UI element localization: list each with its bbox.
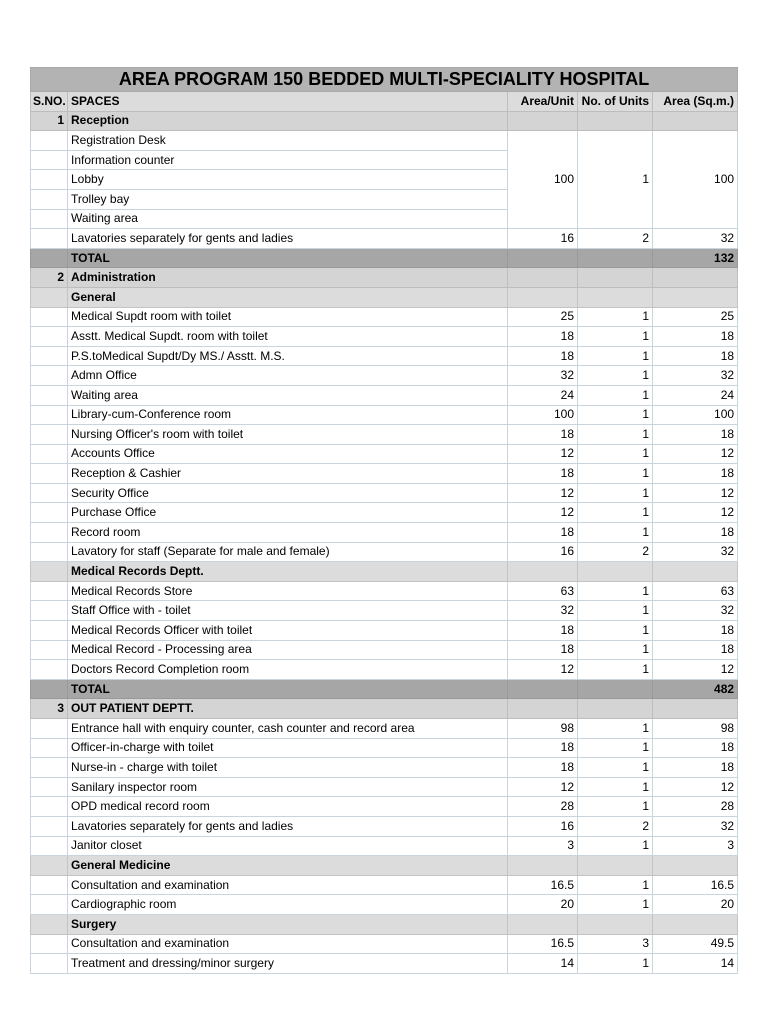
space-name: Admn Office xyxy=(68,366,508,386)
space-name: Waiting area xyxy=(68,385,508,405)
total-row-reception xyxy=(31,248,738,268)
table-row xyxy=(31,444,738,464)
area-program-table xyxy=(30,67,738,974)
space-name: Nurse-in - charge with toilet xyxy=(68,758,508,778)
subsection-title: Medical Records Deptt. xyxy=(68,562,508,582)
area-unit-cell: 32 xyxy=(508,601,578,621)
area-cell: 18 xyxy=(653,738,738,758)
area-cell: 18 xyxy=(653,425,738,445)
units-cell: 1 xyxy=(578,327,653,347)
units-cell: 1 xyxy=(578,307,653,327)
table-row xyxy=(31,542,738,562)
area-cell: 32 xyxy=(653,229,738,249)
space-name: Officer-in-charge with toilet xyxy=(68,738,508,758)
area-unit-cell: 18 xyxy=(508,523,578,543)
area-unit-cell: 24 xyxy=(508,385,578,405)
area-cell: 12 xyxy=(653,503,738,523)
area-cell: 3 xyxy=(653,836,738,856)
area-unit-cell: 16.5 xyxy=(508,875,578,895)
section-row-opd xyxy=(31,699,738,719)
area-cell: 49.5 xyxy=(653,934,738,954)
header-spaces: SPACES xyxy=(68,92,508,112)
area-unit-cell: 14 xyxy=(508,954,578,974)
table-row xyxy=(31,777,738,797)
table-row xyxy=(31,385,738,405)
space-name: Accounts Office xyxy=(68,444,508,464)
table-row xyxy=(31,229,738,249)
table-row xyxy=(31,327,738,347)
subsection-row-general xyxy=(31,287,738,307)
units-cell: 1 xyxy=(578,425,653,445)
total-value: 132 xyxy=(653,248,738,268)
section-title: Reception xyxy=(68,111,508,131)
table-row xyxy=(31,503,738,523)
table-row xyxy=(31,797,738,817)
space-name: Medical Records Officer with toilet xyxy=(68,621,508,641)
area-unit-cell: 16 xyxy=(508,229,578,249)
table-row xyxy=(31,464,738,484)
units-cell: 1 xyxy=(578,385,653,405)
units-cell: 1 xyxy=(578,601,653,621)
units-cell: 1 xyxy=(578,797,653,817)
space-name: Medical Record - Processing area xyxy=(68,640,508,660)
space-name: Sanilary inspector room xyxy=(68,777,508,797)
area-cell: 18 xyxy=(653,346,738,366)
area-cell: 100 xyxy=(653,405,738,425)
units-cell: 1 xyxy=(578,131,653,229)
space-name: Entrance hall with enquiry counter, cash counter and record area xyxy=(68,719,508,739)
total-label: TOTAL xyxy=(68,248,508,268)
space-name: Doctors Record Completion room xyxy=(68,660,508,680)
units-cell: 1 xyxy=(578,875,653,895)
area-cell: 12 xyxy=(653,777,738,797)
space-name: Asstt. Medical Supdt. room with toilet xyxy=(68,327,508,347)
table-row xyxy=(31,738,738,758)
space-name: OPD medical record room xyxy=(68,797,508,817)
table-row xyxy=(31,346,738,366)
area-unit-cell: 18 xyxy=(508,464,578,484)
area-cell: 18 xyxy=(653,523,738,543)
units-cell: 1 xyxy=(578,346,653,366)
area-unit-cell: 98 xyxy=(508,719,578,739)
area-program-sheet xyxy=(30,67,737,974)
area-unit-cell: 18 xyxy=(508,327,578,347)
units-cell: 1 xyxy=(578,444,653,464)
space-name: Medical Supdt room with toilet xyxy=(68,307,508,327)
section-row-administration xyxy=(31,268,738,288)
area-unit-cell: 16.5 xyxy=(508,934,578,954)
area-cell: 32 xyxy=(653,366,738,386)
area-unit-cell: 12 xyxy=(508,483,578,503)
units-cell: 1 xyxy=(578,621,653,641)
area-unit-cell: 12 xyxy=(508,660,578,680)
table-row xyxy=(31,875,738,895)
area-cell: 16.5 xyxy=(653,875,738,895)
space-name: Consultation and examination xyxy=(68,934,508,954)
section-title: OUT PATIENT DEPTT. xyxy=(68,699,508,719)
space-name: Reception & Cashier xyxy=(68,464,508,484)
area-unit-cell: 63 xyxy=(508,581,578,601)
subsection-row-medical-records xyxy=(31,562,738,582)
table-row xyxy=(31,523,738,543)
units-cell: 1 xyxy=(578,836,653,856)
space-name: Purchase Office xyxy=(68,503,508,523)
area-cell: 24 xyxy=(653,385,738,405)
table-row xyxy=(31,954,738,974)
table-row xyxy=(31,581,738,601)
area-cell: 32 xyxy=(653,816,738,836)
space-name: Registration Desk xyxy=(68,131,508,151)
area-cell: 12 xyxy=(653,444,738,464)
area-unit-cell: 18 xyxy=(508,738,578,758)
table-row xyxy=(31,307,738,327)
area-cell: 32 xyxy=(653,542,738,562)
space-name: Staff Office with - toilet xyxy=(68,601,508,621)
table-row xyxy=(31,483,738,503)
title-row xyxy=(31,68,738,92)
units-cell: 1 xyxy=(578,405,653,425)
area-unit-cell: 12 xyxy=(508,444,578,464)
subsection-title: General Medicine xyxy=(68,856,508,876)
subsection-row-general-medicine xyxy=(31,856,738,876)
table-row xyxy=(31,621,738,641)
area-unit-cell: 18 xyxy=(508,640,578,660)
table-row xyxy=(31,719,738,739)
space-name: Nursing Officer's room with toilet xyxy=(68,425,508,445)
units-cell: 1 xyxy=(578,954,653,974)
units-cell: 1 xyxy=(578,483,653,503)
space-name: Medical Records Store xyxy=(68,581,508,601)
total-label: TOTAL xyxy=(68,679,508,699)
table-row xyxy=(31,660,738,680)
units-cell: 1 xyxy=(578,366,653,386)
total-row-administration xyxy=(31,679,738,699)
space-name: Lavatories separately for gents and ladies xyxy=(68,229,508,249)
table-row xyxy=(31,895,738,915)
space-name: Cardiographic room xyxy=(68,895,508,915)
units-cell: 2 xyxy=(578,816,653,836)
section-number: 3 xyxy=(31,699,68,719)
area-unit-cell: 100 xyxy=(508,131,578,229)
space-name: Library-cum-Conference room xyxy=(68,405,508,425)
table-row xyxy=(31,816,738,836)
area-cell: 25 xyxy=(653,307,738,327)
space-name: Lavatory for staff (Separate for male and female) xyxy=(68,542,508,562)
space-name: Lavatories separately for gents and ladies xyxy=(68,816,508,836)
space-name: Janitor closet xyxy=(68,836,508,856)
area-cell: 100 xyxy=(653,131,738,229)
section-row-reception xyxy=(31,111,738,131)
units-cell: 2 xyxy=(578,542,653,562)
area-cell: 12 xyxy=(653,660,738,680)
area-unit-cell: 18 xyxy=(508,346,578,366)
units-cell: 1 xyxy=(578,581,653,601)
area-unit-cell: 16 xyxy=(508,816,578,836)
units-cell: 1 xyxy=(578,523,653,543)
area-unit-cell: 20 xyxy=(508,895,578,915)
section-title: Administration xyxy=(68,268,508,288)
sheet-title: AREA PROGRAM 150 BEDDED MULTI-SPECIALITY HOSPITAL xyxy=(31,68,738,92)
area-unit-cell: 100 xyxy=(508,405,578,425)
table-row xyxy=(31,758,738,778)
area-cell: 18 xyxy=(653,464,738,484)
area-cell: 98 xyxy=(653,719,738,739)
space-name: Trolley bay xyxy=(68,189,508,209)
table-row xyxy=(31,640,738,660)
units-cell: 1 xyxy=(578,895,653,915)
table-row xyxy=(31,366,738,386)
area-unit-cell: 25 xyxy=(508,307,578,327)
table-row xyxy=(31,836,738,856)
space-name: Treatment and dressing/minor surgery xyxy=(68,954,508,974)
units-cell: 1 xyxy=(578,464,653,484)
area-unit-cell: 32 xyxy=(508,366,578,386)
table-row xyxy=(31,131,738,151)
area-unit-cell: 18 xyxy=(508,758,578,778)
space-name: Security Office xyxy=(68,483,508,503)
area-unit-cell: 28 xyxy=(508,797,578,817)
area-cell: 63 xyxy=(653,581,738,601)
units-cell: 1 xyxy=(578,738,653,758)
table-row xyxy=(31,425,738,445)
units-cell: 1 xyxy=(578,660,653,680)
area-unit-cell: 18 xyxy=(508,621,578,641)
units-cell: 1 xyxy=(578,758,653,778)
area-unit-cell: 3 xyxy=(508,836,578,856)
area-cell: 12 xyxy=(653,483,738,503)
space-name: Lobby xyxy=(68,170,508,190)
area-cell: 18 xyxy=(653,327,738,347)
section-number: 2 xyxy=(31,268,68,288)
area-cell: 14 xyxy=(653,954,738,974)
area-cell: 20 xyxy=(653,895,738,915)
header-sno: S.NO. xyxy=(31,92,68,112)
total-value: 482 xyxy=(653,679,738,699)
table-row xyxy=(31,405,738,425)
area-cell: 32 xyxy=(653,601,738,621)
space-name: Record room xyxy=(68,523,508,543)
units-cell: 2 xyxy=(578,229,653,249)
header-row xyxy=(31,92,738,112)
space-name: Waiting area xyxy=(68,209,508,229)
units-cell: 1 xyxy=(578,640,653,660)
section-number: 1 xyxy=(31,111,68,131)
units-cell: 3 xyxy=(578,934,653,954)
subsection-title: General xyxy=(68,287,508,307)
space-name: Information counter xyxy=(68,150,508,170)
units-cell: 1 xyxy=(578,503,653,523)
header-area: Area (Sq.m.) xyxy=(653,92,738,112)
area-cell: 18 xyxy=(653,758,738,778)
units-cell: 1 xyxy=(578,719,653,739)
area-cell: 18 xyxy=(653,621,738,641)
space-name: P.S.toMedical Supdt/Dy MS./ Asstt. M.S. xyxy=(68,346,508,366)
units-cell: 1 xyxy=(578,777,653,797)
area-cell: 18 xyxy=(653,640,738,660)
table-row xyxy=(31,934,738,954)
area-unit-cell: 18 xyxy=(508,425,578,445)
space-name: Consultation and examination xyxy=(68,875,508,895)
header-area-unit: Area/Unit xyxy=(508,92,578,112)
area-unit-cell: 12 xyxy=(508,503,578,523)
area-cell: 28 xyxy=(653,797,738,817)
header-units: No. of Units xyxy=(578,92,653,112)
subsection-row-surgery xyxy=(31,914,738,934)
table-row xyxy=(31,601,738,621)
area-unit-cell: 12 xyxy=(508,777,578,797)
subsection-title: Surgery xyxy=(68,914,508,934)
area-unit-cell: 16 xyxy=(508,542,578,562)
